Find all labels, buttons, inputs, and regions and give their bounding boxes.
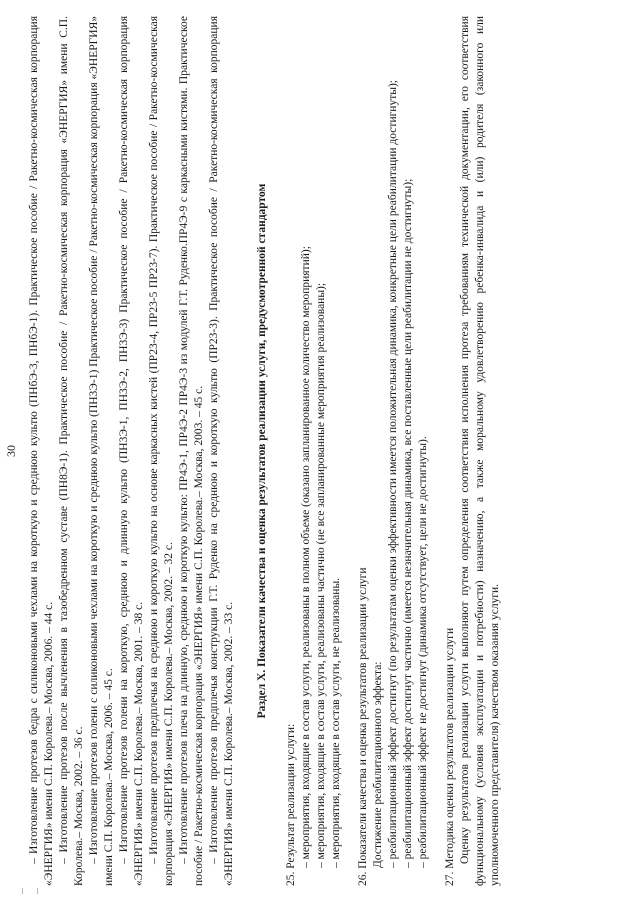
item-26-heading: 26. Показатели качества и оценка результатов реализации услуги [357,567,369,886]
list-item: – мероприятия, входящие в состав услуги, не реализованы. [330,577,342,868]
item-25-heading: 25. Результат реализации услуги: [285,723,297,886]
product-list-item: – Изготовление протезов после вычленения в тазобедренном суставе (ПН8Э-1). Практическое пособие / Ракетно-космическая корпорация «ЭНЕРГИЯ» имени С.П. Королева.– Москва, 2002. – 36 с. [58,16,85,886]
item-27-heading: 27. Методика оценки результатов реализации услуги [444,627,456,886]
page-number: 30 [4,445,18,457]
item-25 [284,16,344,886]
product-list-item: – Изготовление протезов плеча на длинную, среднюю и короткую культю: ПР4Э-1, ПР4Э-2 ПР4Э-3 из модулей Г.Т. Руденко.ПР4Э-9 с каркасными кистями. Практическое пособие / Ракетно-космическая корпорация «ЭНЕРГИЯ» имени С.П. Королева.– Москва, 2003. – 45 с. [178,16,205,886]
item-26 [356,16,431,886]
product-list-item: – Изготовление протезов голени на короткую, среднюю и длинную культю (ПН3Э-1, ПН3Э-2, ПН3Э-3) Практическое пособие / Ракетно-космическая корпорация «ЭНЕРГИЯ» имени С.П. Королева.– Москва, 2001. – 38 с. [118,16,145,886]
list-item: – реабилитационный эффект достигнут (по результатам оценки эффективности имеется положительная динамика, конкретные цели реабилитации достигнуты); [387,80,399,868]
list-item: – мероприятия, входящие в состав услуги, реализованы частично (не все запланированные мероприятия реализованы); [315,282,327,868]
product-list [27,16,237,886]
list-item: – мероприятия, входящие в состав услуги, реализованы в полном объеме (оказано запланированное количество мероприятий); [300,246,312,868]
product-list-item: – Изготовление протезов голени с силиконовыми чехлами на короткую и среднюю культю (ПН3Э-1) Практическое пособие / Ракетно-космическая корпорация «ЭНЕРГИЯ» имени С.П. Королева.– Москва, 2006. – 45 с. [88,16,115,886]
scan-artifact [22,888,38,894]
item-26-subheading: Достижение реабилитационного эффекта: [372,661,384,868]
list-item: – реабилитационный эффект достигнут частично (имеется незначительная динамика, все поставленные цели реабилитации не достигнуты); [402,178,414,868]
product-list-item: – Изготовление протезов бедра с силиконовыми чехлами на короткую и среднюю культю (ПНбЭ-3, ПНбЭ-1). Практическое пособие / Ракетно-космическая корпорация «ЭНЕРГИЯ» имени С.П. Королева.– Москва, 2006. – 44 с. [28,16,55,886]
product-list-item: – Изготовление протезов предплечья конструкции Г.Т. Руденко на среднюю и короткую культю (ПР23-3). Практическое пособие / Ракетно-космическая корпорация «ЭНЕРГИЯ» имени С.П. Королева.– Москва, 2002. – 33 с. [208,16,235,886]
list-item: – реабилитационный эффект не достигнут (динамика отсутствует, цели не достигнуты). [417,436,429,868]
item-27-text: Оценку результатов реализации услуги выполняют путем определения соответствия исполнения протеза требованиям технической документации, его соответствия функциональному (условия эксплуатации и потребности) назначению, а также моральному удовлетворению ребенка-инвалида и (или) родителя (законного или уполномоченного представителя) качеством оказания услуги. [459,16,501,886]
section-title: Раздел X. Показатели качества и оценка результатов реализации услуги, предусмотренной стандартом [256,183,268,719]
item-27 [443,16,503,886]
product-list-item: – Изготовление протезов предплечья на среднюю и короткую культю на основе каркасных кистей (ПР23-4, ПР23-5 ПР23-7). Практическое пособие / Ракетно-космическая корпорация «ЭНЕРГИЯ» имени С.П. Королева.– Москва, 2002. – 32 с. [148,16,175,886]
document-page [4,16,604,886]
